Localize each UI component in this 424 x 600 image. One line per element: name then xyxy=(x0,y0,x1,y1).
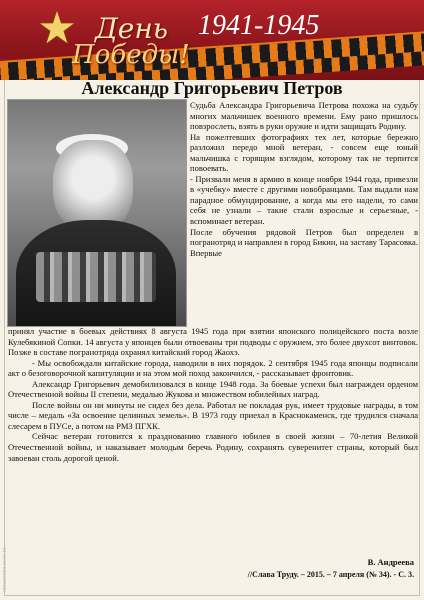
header-banner xyxy=(0,0,424,80)
paragraph-6: - Мы освобождали китайские города, наводили в них порядок. 2 сентября 1945 года японцы подписали акт о безоговорочной капитуляции и на этом мой поход закончился, - рассказывает фронтовик. xyxy=(8,357,418,379)
header-victory-text: Победы! xyxy=(72,40,190,70)
paragraph-9: Сейчас ветеран готовится к празднованию главного юбилея в своей жизни – 70-летия Великой Отечественной войны, и наказывает молодым беречь Родину, сохранять суверенитет страны, который был завоеван столь дорогой ценой. xyxy=(8,431,418,463)
page-title: Александр Григорьевич Петров xyxy=(81,78,343,98)
paragraph-4: После обучения рядовой Петров был определен в погранотряд и направлен в город Бикин, на заставу Тарасовка. Впервые xyxy=(190,226,418,258)
paragraph-1: Судьба Александра Григорьевича Петрова похожа на судьбу многих мальчишек военного времени. Ему рано пришлось повзрослеть, взять в руки оружие и идти защищать Родину. xyxy=(190,100,418,132)
article-text-full xyxy=(8,326,418,463)
paragraph-3: - Призвали меня в армию в конце ноября 1944 года, привезли в «учебку» вместе с другими новобранцами. Там выдали нам парадное обмундирование, а когда мы его надели, то сами себя не узнали – такие стали взрослые и серьезные, - вспоминает ветеран. xyxy=(190,173,418,227)
header-years: 1941-1945 xyxy=(198,10,320,41)
medals xyxy=(36,252,156,302)
paragraph-7: Александр Григорьевич демобилизовался в конце 1948 года. За боевые успехи был награжден орденом Отечественной войны II степени, медалью Жукова и множеством юбилейных наград. xyxy=(8,378,418,400)
author-name: В. Андреева xyxy=(367,557,414,567)
star-icon: ★ xyxy=(37,3,77,54)
header-day-text: День xyxy=(95,12,169,45)
article-text-right xyxy=(190,100,418,258)
source-citation: //Слава Труду. – 2015. – 7 апреля (№ 34). - С. 3. xyxy=(247,570,414,579)
paragraph-5: принял участие в боевых действиях 8 августа 1945 года при взятии японского полицейского поста возле Кулебякиной Сопки. 14 августа у японцев были отвоеваны три подводы с оружием, это более двухсот винтовок. Позже в составе погранотряда охранял китайский город Жаохэ. xyxy=(8,326,418,358)
paragraph-2: На пожелтевших фотографиях тех лет, которые бережно разложил передо мной ветеран, - совсем еще юный мальчишка с горящим взглядом, которому так не терпится повоевать. xyxy=(190,131,418,174)
paragraph-8: После войны он ни минуты не сидел без дела. Работал не покладая рук, имеет трудовые награды, в том числе – медаль «За освоение целинных земель». В 1973 году приехал в Краснокаменск, где трудился сначала слесарем в ПУСе, а потом на РМЗ ПГХК. xyxy=(8,399,418,431)
watermark: elmarenko.ucoz.ru xyxy=(2,547,8,592)
portrait-photo xyxy=(8,100,186,326)
